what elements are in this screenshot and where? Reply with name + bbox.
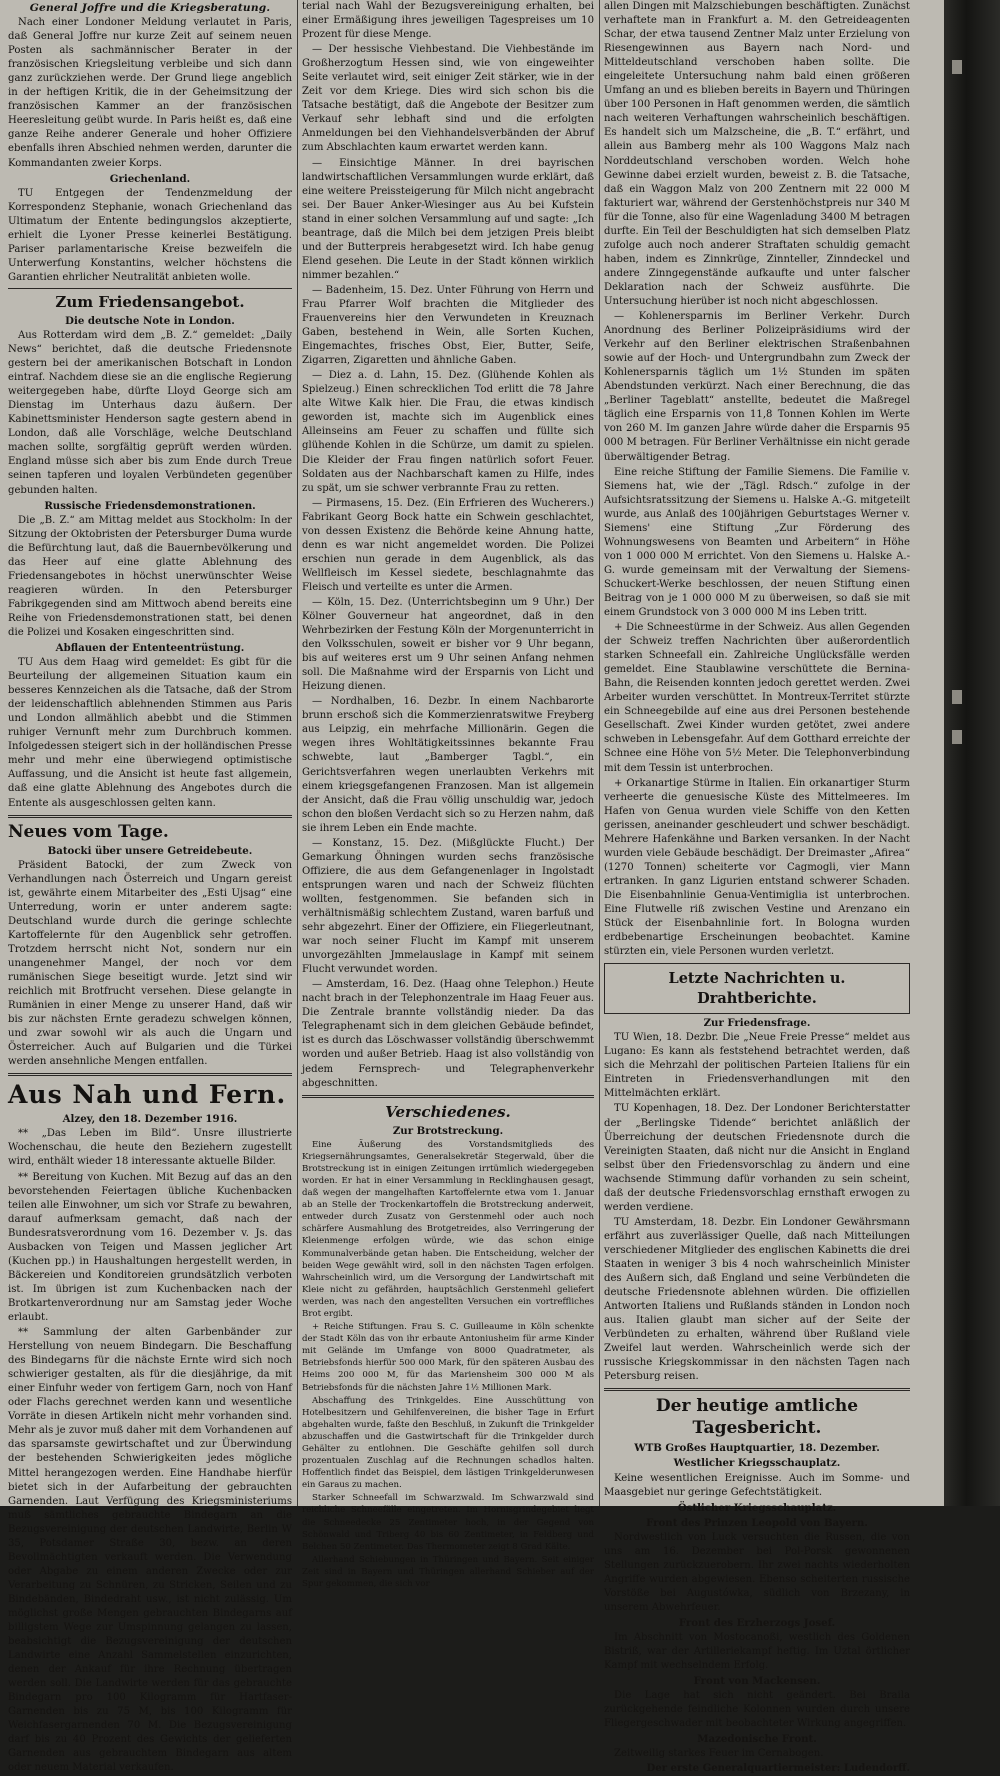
article-paragraph: TU Aus dem Haag wird gemeldet: Es gibt für die Beurteilung der allgemeinen Situation kaum ein besseres Kennzeichen als die Tatsache, daß der Strom der leidenschaftlich ablehnenden Stimmen aus Paris und London allmählich abebbt und die Stimmen ruhiger Vernunft mehr zum Durchbruch kommen. Infolgedessen steigert sich in der holländischen Presse mehr und mehr eine überwiegend optimistische Auffassung, und die Ansicht ist heute fast allgemein, daß eine glatte Ablehnung des Angebotes durch die Entente als ausgeschlossen gelten kann.: [8, 657, 292, 809]
article-heading-joffre: General Joffre und die Kriegsberatung.: [29, 2, 271, 14]
subheading-front-josef: Front des Erzherzogs Josef.: [678, 1616, 836, 1629]
article-paragraph: + Reiche Stiftungen. Frau S. C. Guilleaume in Köln schenkte der Stadt Köln das von ihr erbaute Antoniusheim für arme Kinder mit Gelände im Umfange von 8000 Quadratmeter, als Betriebsfonds hierfür 500 000 Mark, für den späteren Ausbau des Heims 200 000 M, für das Mariensheim 300 000 M als Betriebsfonds für die nächsten Jahre 1½ Millionen Mark.: [302, 1322, 594, 1393]
dateline-hauptquartier: WTB Großes Hauptquartier, 18. Dezember.: [634, 1442, 880, 1455]
box-letzte-nachrichten: [604, 963, 910, 1014]
article-paragraph: — Pirmasens, 15. Dez. (Ein Erfrieren des Wucherers.) Fabrikant Georg Bock hatte ein Schwein geschlachtet, von dessen Existenz die Behörde keine Ahnung hatte, denn es war nicht angemeldet worden. Die Polizei erschien nun gerade in dem Augenblick, als das Wellfleisch im Kessel siedete, beschlagnahmte das Fleisch und verteilte es unter die Armen.: [302, 497, 594, 593]
article-paragraph: terial nach Wahl der Bezugsvereinigung erhalten, bei einer Ermäßigung ihres jeweiligen Tagespreises um 10 Prozent für diese Menge.: [302, 1, 594, 41]
small-print-block: [302, 1139, 594, 1590]
subheading-russische-demonstrationen: Russische Friedensdemonstrationen.: [44, 499, 256, 512]
article-paragraph: TU Kopenhagen, 18. Dez. Der Londoner Berichterstatter der „Berlingske Tidende“ berichtet anläßlich der Überreichung der deutschen Friedensnote durch die Vereinigten Staaten, daß nicht nur die Ansicht in England selbst über den Friedensvorschlag zu ändern und eine wachsende Stimmung dafür vorhanden zu sein scheint, daß der deutsche Friedensvorschlag ernsthaft erwogen zu werden verdiene.: [604, 1103, 910, 1213]
article-paragraph: Nach einer Londoner Meldung verlautet in Paris, daß General Joffre nur kurze Zeit auf seinem neuen Posten als sachmännischer Berater in der französischen Kriegsleitung verbleibe und sich dann ganz zurückziehen werde. Der Grund liege angeblich in der heftigen Kritik, die in der Geheimsitzung der französischen Kammer an der französischen Heeresleitung geübt wurde. In Paris heißt es, daß eine ganze Reihe anderer Generale und hoher Offiziere ebenfalls ihren Abschied nehmen werden, darunter die Kommandanten zweier Korps.: [8, 17, 292, 169]
article-paragraph: — Der hessische Viehbestand. Die Viehbestände im Großherzogtum Hessen sind, wie von eingeweihter Seite verlautet wird, seit einiger Zeit stärker, wie in der Zeit vor dem Kriege. Dies wird sich schon bis die Tatsache bestätigt, daß die Angebote der Besitzer zum Verkauf sehr lebhaft sind und die erfolgten Anmeldungen bei den Viehhandelsverbänden der Abruf zum Abschlachten kaum erwartet werden kann.: [302, 44, 594, 154]
subheading-batocki: Batocki über unsere Getreidebeute.: [47, 844, 253, 857]
article-paragraph: — Köln, 15. Dez. (Unterrichtsbeginn um 9 Uhr.) Der Kölner Gouverneur hat angeordnet, daß in den Wehrbezirken der Festung Köln der Morgenunterricht in den Volksschulen, soweit er bisher vor 9 Uhr begann, bis auf weiteres erst um 9 Uhr seinen Anfang nehmen soll. Die Maßnahme wird der Ersparnis von Licht und Heizung dienen.: [302, 596, 594, 693]
article-paragraph: — Diez a. d. Lahn, 15. Dez. (Glühende Kohlen als Spielzeug.) Einen schrecklichen Tod erlitt die 78 Jahre alte Witwe Kalk hier. Die Frau, die etwas kindisch geworden ist, machte sich im Augenblick eines Alleinseins am Feuer zu schaffen und füllte sich glühende Kohlen in die Schürze, um damit zu spielen. Die Kleider der Frau fingen natürlich sofort Feuer. Soldaten aus der Nachbarschaft kamen zu Hilfe, indes zu spät, um sie schwer verbrannte Frau zu retten.: [302, 370, 594, 494]
section-divider: [8, 1073, 292, 1076]
article-paragraph: TU Wien, 18. Dezbr. Die „Neue Freie Presse“ meldet aus Lugano: Es kann als feststehend betrachtet werden, daß sich die Mehrzahl der politischen Parteien Italiens für ein Eintreten in Friedensverhandlungen mit den Mittelmächten erklärt.: [604, 1032, 910, 1100]
article-paragraph: Die Lage hat sich nicht geändert. Bei Braila zurückgehende feindliche Kolonnen wurden durch unsere Fliegergeschwader mit beobachteter Wirkung angegriffen.: [604, 1690, 910, 1730]
subheading-westlich: Westlicher Kriegsschauplatz.: [673, 1457, 841, 1470]
article-paragraph: — Amsterdam, 16. Dez. (Haag ohne Telephon.) Heute nacht brach in der Telephonzentrale im Haag Feuer aus. Die Zentrale brannte vollständig nieder. Da das Telegraphenamt sich in dem gleichen Gebäude befindet, ist es durch das Löschwasser vollständig überschwemmt worden und außer Betrieb. Haag ist also vollständig von jedem Fernsprech- und Telegraphenverkehr abgeschnitten.: [302, 979, 594, 1089]
article-paragraph: Zeitweilig starkes Feuer im Cernabogen.: [614, 1748, 824, 1760]
dateline-alzey: Alzey, den 18. Dezember 1916.: [62, 1113, 238, 1126]
subheading-friedensfrage: Zur Friedensfrage.: [703, 1017, 811, 1030]
section-divider: [604, 1388, 910, 1391]
article-paragraph: — Kohlenersparnis im Berliner Verkehr. Durch Anordnung des Berliner Polizeipräsidiums wird der Verkehr auf den Berliner elektrischen Straßenbahnen sowie auf der Hoch- und Untergrundbahn zum Zweck der Kohlenersparnis täglich um 1½ Stunden im späten Abendstunden verkürzt. Nach einer Berechnung, die das „Berliner Tageblatt“ anstellte, bedeutet die Maßregel täglich eine Ersparnis von 11,8 Tonnen Kohlen im Werte von 260 M. Im ganzen Jahre würde daher die Ersparnis 95 000 M betragen. Für Berliner Verhältnisse ein nicht gerade überwältigender Betrag.: [604, 311, 910, 463]
edge-fragment: [952, 60, 962, 74]
signature-ludendorff: Der erste Generalquartiermeister: Ludendorff.: [646, 1763, 910, 1775]
article-paragraph: — Nordhalben, 16. Dezbr. In einem Nachbarorte brunn erschoß sich die Kommerzienratswitwe Freyberg aus Leipzig, ein mehrfache Millionärin. Gegen die wegen ihres Wohltätigkeitssinnes bekannte Frau schwebte, laut „Bamberger Tagbl.“, ein Gerichtsverfahren wegen unerlaubten Verkehrs mit einem kriegsgefangenen Franzosen. Man ist allgemein der Ansicht, daß die Frau völlig unschuldig war, jedoch schon den bloßen Verdacht sich so zu Herzen nahm, daß sie ihrem Leben ein Ende machte.: [302, 696, 594, 834]
column-middle: [302, 0, 594, 1590]
article-paragraph: Präsident Batocki, der zum Zweck von Verhandlungen nach Österreich und Ungarn gereist ist, gewährte einem Mitarbeiter des „Esti Ujsag“ eine Unterredung, worin er unter anderem sagte: Deutschland wurde durch die geringe schlechte Kartoffelernte für den Augenblick sehr getroffen. Trotzdem herrscht nicht Not, sondern nur ein unangenehmer Mangel, der noch vor dem rumänischen Siege beseitigt wurde. Jetzt sind wir reichlich mit Brotfrucht versehen. Diese gelangte in Rumänien in einer Menge zu unserer Hand, daß wir bis zur nächsten Ernte geradezu schwelgen können, und zwar sowohl wir als auch die Ungarn und Österreicher. Auch auf Bulgarien und die Türkei werden ansehnliche Mengen entfallen.: [8, 859, 292, 1068]
subheading-note-london: Die deutsche Note in London.: [65, 314, 235, 327]
subheading-griechenland: Griechenland.: [109, 172, 191, 185]
article-paragraph: Nordwestlich von Luck versuchten die Russen, die von uns am 16. Dezember bei Pol-Porsk gewonnenen Stellungen zurückzuerobern. Ihr zwei nachts wiederholten Angriffe wurden abgewiesen. Ebenso scheiterten russische Vorstöße bei Augustówka, südlich von Brzezany, in unserem Abwehrfeuer.: [604, 1531, 910, 1613]
article-paragraph: — Einsichtige Männer. In drei bayrischen landwirtschaftlichen Versammlungen wurde erklärt, daß eine weitere Preissteigerung für Milch nicht angebracht sei. Der Bauer Anker-Wiesinger aus Au bei Kufstein stand in einer solchen Versammlung auf und sagte: „Ich beantrage, daß die Milch bei dem jetzigen Preis bleibt und der Butterpreis herabgesetzt wird. Ich habe genug Elend gesehen. Die Leute in der Stadt können wirklich nimmer bezahlen.“: [302, 157, 594, 281]
article-paragraph: + Die Schneestürme in der Schweiz. Aus allen Gegenden der Schweiz treffen Nachrichten über außerordentlich starken Schneefall ein. Zahlreiche Unglücksfälle werden gemeldet. Eine Staublawine verschüttete die Bernina-Bahn, die Reisenden konnten jedoch gerettet werden. Zwei Arbeiter wurden verschüttet. In Montreux-Territet stürzte ein Schneegebilde auf eine aus drei Personen bestehende Gesellschaft. Zwei Kinder wurden getötet, zwei andere schweben in Lebensgefahr. Auf dem Gotthard erreichte der Schnee eine Höhe von 5½ Meter. Die Telephonverbindung mit dem Tessin ist unterbrochen.: [604, 622, 910, 774]
subheading-oestlich: Östlicher Kriegsschauplatz.: [677, 1501, 837, 1514]
edge-fragment: [952, 690, 962, 704]
section-heading-tagesbericht: Der heutige amtliche Tagesbericht.: [655, 1396, 859, 1439]
edge-fragment: [952, 730, 962, 744]
article-paragraph: Allerhand Schiebungen in Thüringen und Bayern. Seit einiger Zeit sind in Bayern und Thüringen allerhand Schieber auf der Spur gekommen, die sich vor: [302, 1554, 594, 1590]
article-paragraph: TU Amsterdam, 18. Dezbr. Ein Londoner Gewährsmann erfährt aus zuverlässiger Quelle, daß nach Mitteilungen verschiedener Mitglieder des englischen Kabinetts die drei Staaten in weniger 3 bis 4 noch wahrscheinlich Minister des Außern sich, daß England und seine Verbündeten die deutsche Friedensnote ablehnen würden. Die offiziellen Antworten Italiens und Rußlands ständen in London noch aus. Italien glaubt man sicher auf der Seite der Verbündeten zu erhalten, während über Rußland viele Zweifel laut werden. Wahrscheinlich werde sich der russische Kriegskommissar in den nächsten Tagen nach Petersburg reisen.: [604, 1216, 910, 1383]
section-divider: [8, 288, 292, 289]
subheading-front-mackensen: Front von Mackensen.: [693, 1675, 821, 1688]
subheading-front-leopold: Front des Prinzen Leopold von Bayern.: [646, 1516, 868, 1529]
article-paragraph: — Badenheim, 15. Dez. Unter Führung von Herrn und Frau Pfarrer Wolf brachten die Mitglieder des Frauenvereins hier den Verwundeten in Kreuznach Gaben, bestehend in Wein, alle Sorten Kuchen, Eingemachtes, frisches Obst, Eier, Butter, Seife, Zigarren, Zigaretten und ähnliche Gaben.: [302, 284, 594, 367]
article-paragraph: Eine reiche Stiftung der Familie Siemens. Die Familie v. Siemens hat, wie der „Tägl. Rdsch.“ zufolge in der Aufsichtsratssitzung der Siemens u. Halske A.-G. mitgeteilt wurde, aus Anlaß des 100jährigen Geburtstages Werner v. Siemens' eine Stiftung „Zur Förderung des Wohnungswesens von Beamten und Arbeitern“ in Höhe von 1 000 000 M errichtet. Von den Siemens u. Halske A.-G. wurde gemeinsam mit der Verwaltung der Siemens-Schuckert-Werke beschlossen, der neuen Stiftung einen Beitrag von je 1 000 000 M zu überweisen, so daß sie mit einem Grundstock von 3 000 000 M ins Leben tritt.: [604, 466, 910, 619]
article-paragraph: Abschaffung des Trinkgeldes. Eine Ausschüttung von Hotelbesitzern und Gehilfenvereinen, die bisher Tage in Erfurt abgehalten wurde, faßte den Beschluß, in Zukunft die Trinkgelder abzuschaffen und die Gastwirtschaft für die Trinkgelder durch Gehälter zu entlohnen. Die Geschäfte gehilfen soll durch prozentualen Zuschlag auf die Rechnungen schadlos halten. Hoffentlich findet das Beispiel, dem lästigen Trinkgelderunwesen ein Garaus zu machen.: [302, 1395, 594, 1491]
article-paragraph: — Konstanz, 15. Dez. (Mißglückte Flucht.) Der Gemarkung Öhningen wurden sechs französische Offiziere, die aus dem Gefangenenlager in Ingolstadt entsprungen waren und nach der Schweiz flüchten wollten, festgenommen. Sie befanden sich in verhältnismäßig schlechtem Zustand, waren barfuß und sehr abgezehrt. Einer der Offiziere, ein Fliegerleutnant, war noch seiner Flucht im Kampf mit unserem unvorgezählten Jmmelauslage in Kampf mit seinem Flucht verwundet worden.: [302, 837, 594, 976]
article-paragraph: TU Entgegen der Tendenzmeldung der Korrespondenz Stephanie, wonach Griechenland das Ultimatum der Entente bedingungslos akzeptierte, erhielt die Lyoner Presse keinerlei Bestätigung. Pariser parlamentarische Kreise bezweifeln die Unterwerfung Konstantins, welcher höchstens die Garantien ehrlicher Neutralität anbieten wolle.: [8, 187, 292, 283]
article-paragraph: Keine wesentlichen Ereignisse. Auch im Somme- und Maasgebiet nur geringe Gefechtstätigkeit.: [604, 1472, 910, 1498]
article-paragraph: ** Sammlung der alten Garbenbänder zur Herstellung von neuem Bindegarn. Die Beschaffung des Bindegarns für die nächste Ernte wird sich noch schwieriger gestalten, als für die diesjährige, da mit einer Einfuhr weder von fertigem Garn, noch von Hanf oder Flachs gerechnet werden kann und wesentliche Vorräte in diesen Artikeln nicht mehr vorhanden sind. Mehr als je zuvor muß daher mit dem Vorhandenen auf das sparsamste gewirtschaftet und zur Überwindung der bestehenden Schwierigkeiten jedes mögliche Mittel herangezogen werden. Eine Handhabe hierfür bietet sich in der Aufarbeitung der gebrauchten Garnenden. Laut Verfügung des Kriegsministeriums muß sämtliches gebrauchte Bindegarn an die Bezugsvereinigung der deutschen Landwirte, Berlin W 35, Potsdamer Straße 30, bezw. an deren Bevollmächtigten verkauft werden. Die Verwendung oder Abgabe zu einem anderen Zwecke oder zur Verarbeitung zu Schnüren, zu Stricken, Seilen und zu Bindebänden, Bindedraht usw., ist nicht zulässig. Um möglichst große Mengen gebrauchten Bindegarns auf billigstem Wege zur Umspinnung gelangen zu lassen, beabsichtigt die Bezugsvereinigung der deutschen Landwirte eine Anzahl Sammelstellen einzurichten, denen der Ankauf für ihre Rechnung übertragen werden soll. Die Landwirte werden für das gebrauchte Bindegarn pro 100 Kilogramm für Hartfaser-Garnenden bis zu 75 M, bis 100 Kilogramm für Weichfasergarnenden 70 M. Die Bezugsvereinigung darf bis zu 40 Prozent des Gewichts der gelieferten Garnenden aus gebrauchtem Bindegarn aus altem oder neuem Material verkaufen.: [8, 1327, 292, 1774]
section-divider: [302, 1095, 594, 1098]
section-heading-letzte-nachrichten: Letzte Nachrichten u. Drahtberichte.: [668, 970, 846, 1008]
binding-edge: [944, 0, 1000, 1506]
article-paragraph: Starker Schneefall im Schwarzwald. Im Schwarzwald sind reichliche Schneefälle eingetreten. Im Hornisgrindegebiet liegt die Schneedecke 25 Zentimeter hoch, in der Gegend von Schönwald und Triberg 40 bis 60 Zentimeter, in Feldberg und Belchen 50 Zentimeter. Das Thermometer zeigt 8 Grad Kälte.: [302, 1493, 594, 1552]
section-heading-aus-nah-und-fern: Aus Nah und Fern.: [8, 1080, 287, 1110]
section-heading-friedensangebot: Zum Friedensangebot.: [55, 292, 245, 311]
article-paragraph: ** „Das Leben im Bild“. Unsre illustrierte Wochenschau, die heute den Beziehern zugestellt wird, enthält wieder 18 interessante aktuelle Bilder.: [8, 1128, 292, 1168]
column-left: [8, 0, 292, 1774]
article-paragraph: allen Dingen mit Malzschiebungen beschäftigten. Zunächst verhaftete man in Frankfurt a. M. den Getreideagenten Schar, der etwa tausend Zentner Malz unter Erzielung von Riesengewinnen aus Bayern nach Nord- und Mitteldeutschland verschoben haben sollte. Die eingeleitete Untersuchung nahm bald einen größeren Umfang an und es blieben bereits in Bayern und Thüringen über 100 Personen in Haft genommen werden, die sämtlich nach weiteren Verhaftungen wahrscheinlich beschäftigen. Es handelt sich um Malzscheine, die „B. T.“ erfährt, und allein aus Bamberg mehr als 100 Waggons Malz nach Norddeutschland verschoben worden. Welch hohe Gewinne dabei erzielt wurden, beweist z. B. die Tatsache, daß ein Waggon Malz von 200 Zentnern mit 22 000 M fakturiert war, während der Gerstenhöchstpreis nur 340 M für die Tonne, also für eine Wagenladung 3400 M betragen durfte. Ein Teil der Beschuldigten hat sich demselben Platz zufolge auch noch anderer Straftaten schuldig gemacht haben, indem es Zinnkrüge, Zinnteller, Zinndeckel und andere Zinngegenstände aufkaufte und unter falscher Deklaration nach der Schweiz ausführte. Die Untersuchung hierüber ist noch nicht abgeschlossen.: [604, 1, 910, 307]
column-right: [604, 0, 910, 1775]
section-divider: [8, 815, 292, 818]
article-paragraph: Eine Äußerung des Vorstandsmitglieds des Kriegsernährungsamtes, Generalsekretär Stegerwald, über die Brotstreckung ist in einigen Zeitungen irrtümlich wiedergegeben worden. Er hat in einer Versammlung in Recklinghausen gesagt, daß wegen der mangelhaften Kartoffelernte etwa vom 1. Januar ab an Stelle der Trockenkartoffeln die Brotstreckung anderweit, entweder durch Zusatz von Gerstenmehl oder auch noch schärfere Ausmahlung des Brotgetreides, also Verringerung der Kleienmenge erfolgen würde, wie das schon einige Kommunalverbände getan haben. Die Entscheidung, welcher der beiden Wege gewählt wird, soll in den nächsten Tagen erfolgen. Wahrscheinlich wird, um die Versorgung der Landwirtschaft mit Kleie nicht zu gefährden, hauptsächlich Gerstenmehl geliefert werden, was nach den angestellten Versuchen ein vortreffliches Brot ergibt.: [302, 1139, 594, 1319]
article-paragraph: + Orkanartige Stürme in Italien. Ein orkanartiger Sturm verheerte die genuesische Küste des Mittelmeeres. Im Hafen von Genua wurden viele Schiffe von den Ketten gerissen, aneinander geschleudert und schwer beschädigt. Mehrere Hafenkähne und Barken versanken. In der Nacht wurden viele Gebäude beschädigt. Der Dreimaster „Afirea“ (1270 Tonnen) scheiterte vor Cagmogli, vier Mann ertranken. In ganz Ligurien entstand schwerer Schaden. Die Eisenbahnlinie Genua-Ventimiglia ist unterbrochen. Eine Flutwelle riß zwischen Vestine und Arenzano ein Stück der Eisenbahnlinie fort. In Bologna wurden erdbebenartige Erscheinungen beobachtet. Kamine stürzten ein, viele Personen wurden verletzt.: [604, 777, 910, 958]
article-paragraph: Aus Rotterdam wird dem „B. Z.“ gemeldet: „Daily News“ berichtet, daß die deutsche Friedensnote gestern bei der amerikanischen Botschaft in London eintraf. Nachdem diese sie an die englische Regierung weitergegeben habe, dürfte Lloyd George sich am Dienstag im Unterhaus dazu äußern. Der Kabinettsminister Henderson sagte gestern abend in London, daß alle Vorschläge, welche Deutschland machen sollte, sorgfältig geprüft werden würden. England müsse sich aber bis zum Ende durch Treue seinen tapferen und loyalen Verbündeten gegenüber gebunden halten.: [8, 329, 292, 496]
column-rule: [297, 0, 298, 1506]
section-heading-neues-vom-tage: Neues vom Tage.: [8, 821, 169, 842]
article-paragraph: ** Bereitung von Kuchen. Mit Bezug auf das an den bevorstehenden Feiertagen übliche Kuchenbacken teilen alle Einwohner, um sich vor Strafe zu bewahren, darauf aufmerksam gemacht, daß nach der Bundesratsverordnung vom 16. Dezember v. Js. das Ausbacken von Teigen und Massen jeglicher Art (Kuchen pp.) in Haushaltungen hergestellt werden, in Bäckereien und Konditoreien grundsätzlich verboten ist. Im übrigen ist zum Kuchenbacken nach der Brotkartenverordnung nur am Samstag jeder Woche erlaubt.: [8, 1171, 292, 1323]
column-rule: [599, 0, 600, 1506]
section-heading-verschiedenes: Verschiedenes.: [385, 1102, 511, 1121]
subheading-mazedonisch: Mazedonische Front.: [697, 1733, 817, 1746]
article-paragraph: Im Abschnitt von Mostocanoßi, westlich des Goldenen Bistriß, war der Artilleriekampf heftig. Im Uztal örtlicher Kampf mit wechselndem Erfolg.: [604, 1632, 910, 1672]
article-paragraph: Die „B. Z.“ am Mittag meldet aus Stockholm: In der Sitzung der Oktobristen der Petersburger Duma wurde die Befürchtung laut, daß die Bauernbevölkerung und das Heer auf eine glatte Ablehnung des Friedensangebotes in höchst unerwünschter Weise reagieren würden. In den Petersburger Fabrikgegenden sind am Mittwoch abend bereits eine Reihe von Friedensdemonstrationen statt, bei denen die Polizei und Kosaken eingeschritten sind.: [8, 514, 292, 638]
subheading-brotstreckung: Zur Brotstreckung.: [392, 1124, 504, 1137]
subheading-ententeentruestung: Abflauen der Ententeentrüstung.: [55, 642, 245, 655]
